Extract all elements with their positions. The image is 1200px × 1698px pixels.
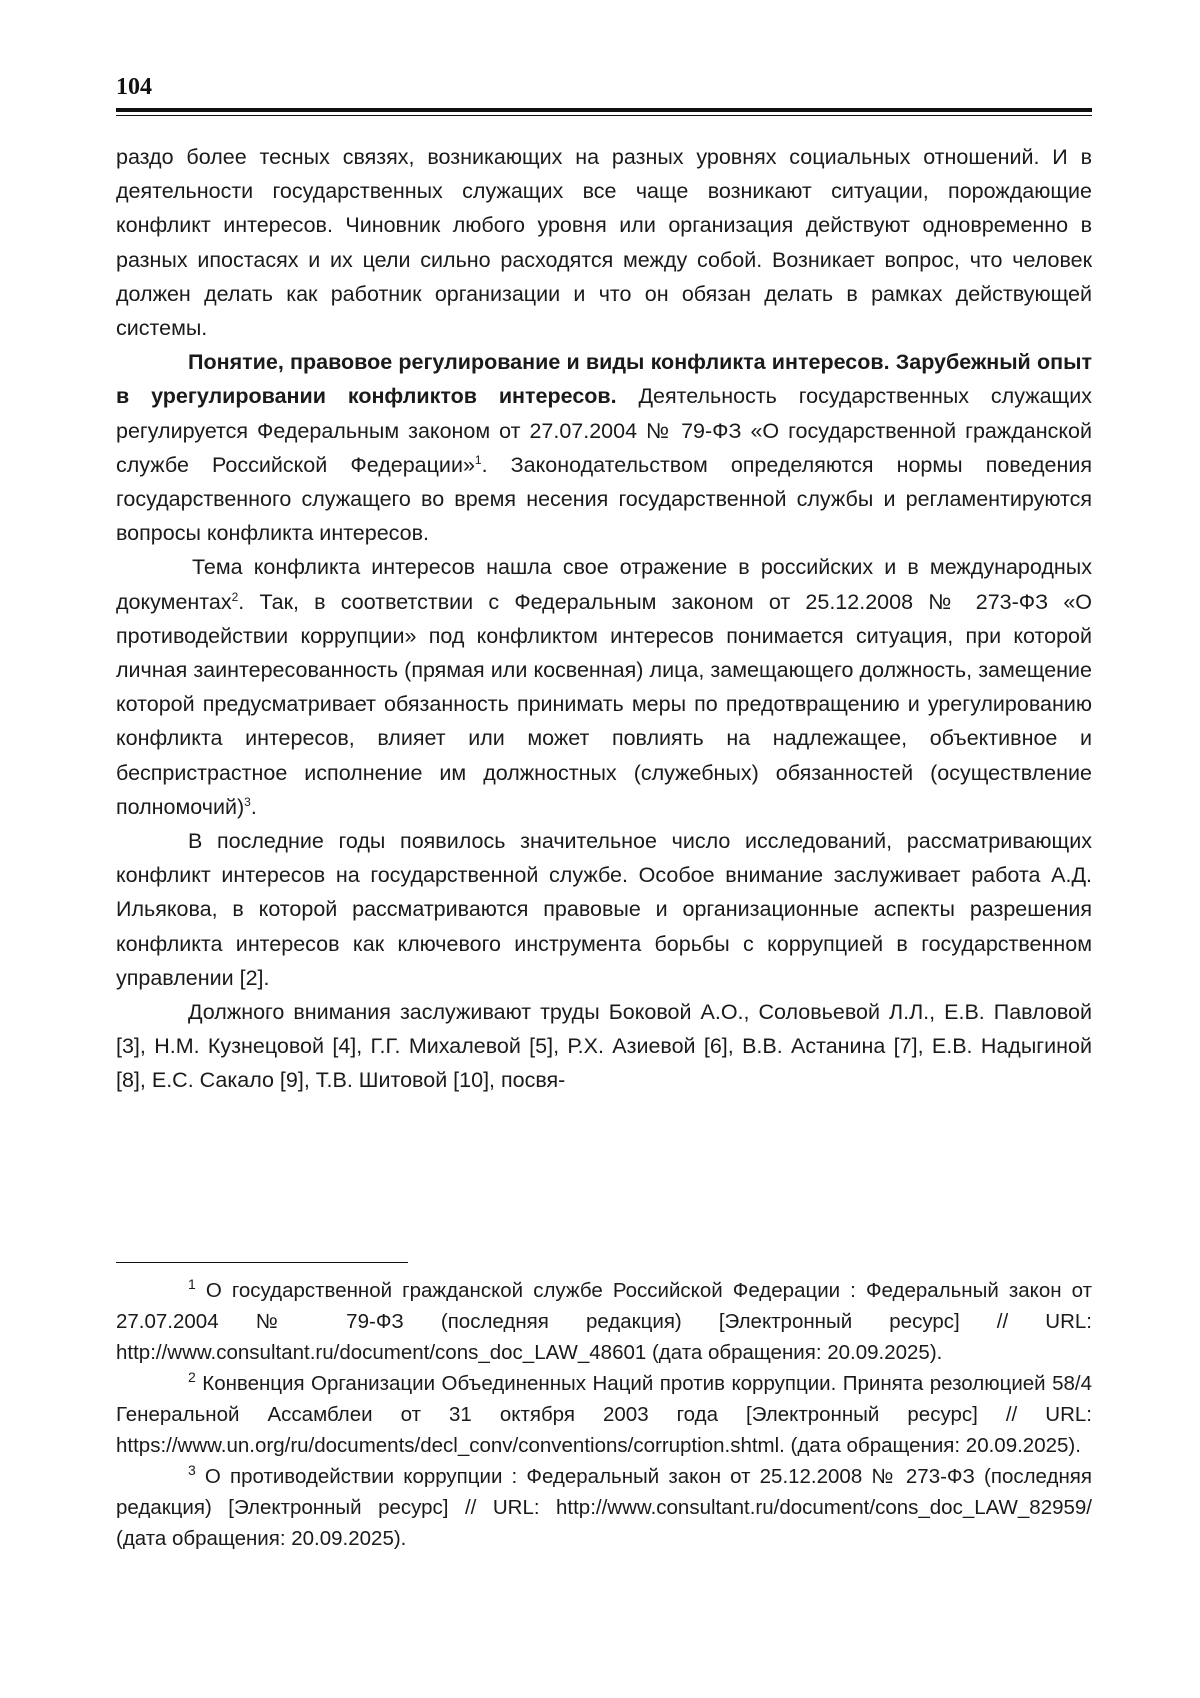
section-heading: Понятие, правовое регулирование и виды конфликта интересов. Зарубежный опыт в урегулировании конфликтов интересов. xyxy=(116,350,1092,409)
paragraph-2-text-a: Деятельность государственных служащих регулируется Федеральным законом от 27.07.2004 № 79-ФЗ «О государственной гражданской службе Российской Федерации» xyxy=(116,384,1092,477)
footnote-1 xyxy=(116,1275,1092,1368)
footnote-mark-3: 3 xyxy=(188,1462,196,1479)
main-text xyxy=(116,140,1092,1098)
paragraph-3 xyxy=(116,550,1092,824)
paragraph-1: раздо более тесных связях, возникающих на разных уровнях социальных отношений. И в деятельности государственных служащих все чаще возникают ситуации, порождающие конфликт интересов. Чиновник любого уровня или организация действуют одновременно в разных ипостасях и их цели сильно расходятся между собой. Возникает вопрос, что человек должен делать как работник организации и что он обязан делать в рамках действующей системы. xyxy=(116,145,1092,341)
footnote-1-text: О государственной гражданской службе Российской Федерации : Федеральный закон от 27.07.2004 № 79-ФЗ (последняя редакция) [Электронный ресурс] // URL: http://www.consultant.ru/document/cons_doc_LAW_48601 (дата обращения: 20.09.2025). xyxy=(116,1279,1092,1364)
page-number: 104 xyxy=(116,74,152,100)
paragraph-3-text-b: . Так, в соответствии с Федеральным законом от 25.12.2008 № 273-ФЗ «О противодействии коррупции» под конфликтом интересов понимается ситуация, при которой личная заинтересованность (прямая или косвенная) лица, замещающего должность, замещение которой предусматривает обязанность принимать меры по предотвращению и урегулированию конфликта интересов, влияет или может повлиять на надлежащее, объективное и беспристрастное исполнение им должностных (служебных) обязанностей (осуществление полномочий) xyxy=(116,589,1092,819)
footnote-2 xyxy=(116,1368,1092,1461)
footnote-mark-1: 1 xyxy=(188,1276,196,1293)
paragraph-3-text-a: Тема конфликта интересов нашла свое отражение в российских и в международных документах xyxy=(116,555,1092,614)
footnote-ref-1[interactable]: 1 xyxy=(474,452,482,467)
paragraph-2 xyxy=(116,345,1092,550)
header-rule-thin xyxy=(116,115,1092,116)
footnote-3-text: О противодействии коррупции : Федеральный закон от 25.12.2008 № 273-ФЗ (последняя редакция) [Электронный ресурс] // URL: http://www.consultant.ru/document/cons_doc_LAW_82959/ (дата обращения: 20.09.2025). xyxy=(116,1465,1092,1550)
paragraph-3-text-c: . xyxy=(250,794,257,819)
footnote-2-text: Конвенция Организации Объединенных Наций против коррупции. Принята резолюцией 58/4 Генеральной Ассамблеи от 31 октября 2003 года [Электронный ресурс] // URL: https://www.un.org/ru/documents/decl_conv/conventions/corruption.shtml. (дата обращения: 20.09.2025). xyxy=(116,1372,1092,1457)
footnote-ref-2[interactable]: 2 xyxy=(231,589,239,604)
footnote-separator xyxy=(116,1262,408,1263)
paragraph-2-text-b: . Законодательством определяются нормы поведения государственного служащего во время несения государственной службы и регламентируются вопросы конфликта интересов. xyxy=(116,452,1092,546)
footnotes xyxy=(116,1275,1092,1554)
footnote-3 xyxy=(116,1461,1092,1554)
footnote-mark-2: 2 xyxy=(188,1369,196,1386)
header-rule-thick xyxy=(116,108,1092,112)
paragraph-4: В последние годы появилось значительное число исследований, рассматривающих конфликт интересов на государственной службе. Особое внимание заслуживает работа А.Д. Ильякова, в которой рассматриваются правовые и организационные аспекты разрешения конфликта интересов как ключевого инструмента борьбы с коррупцией в государственном управлении [2]. xyxy=(116,829,1092,990)
footnote-ref-3[interactable]: 3 xyxy=(244,794,251,809)
paragraph-5: Должного внимания заслуживают труды Боковой А.О., Соловьевой Л.Л., Е.В. Павловой [3], Н.М. Кузнецовой [4], Г.Г. Михалевой [5], Р.Х. Азиевой [6], В.В. Астанина [7], Е.В. Надыгиной [8], Е.С. Сакало [9], Т.В. Шитовой [10], посвя- xyxy=(116,1000,1092,1093)
